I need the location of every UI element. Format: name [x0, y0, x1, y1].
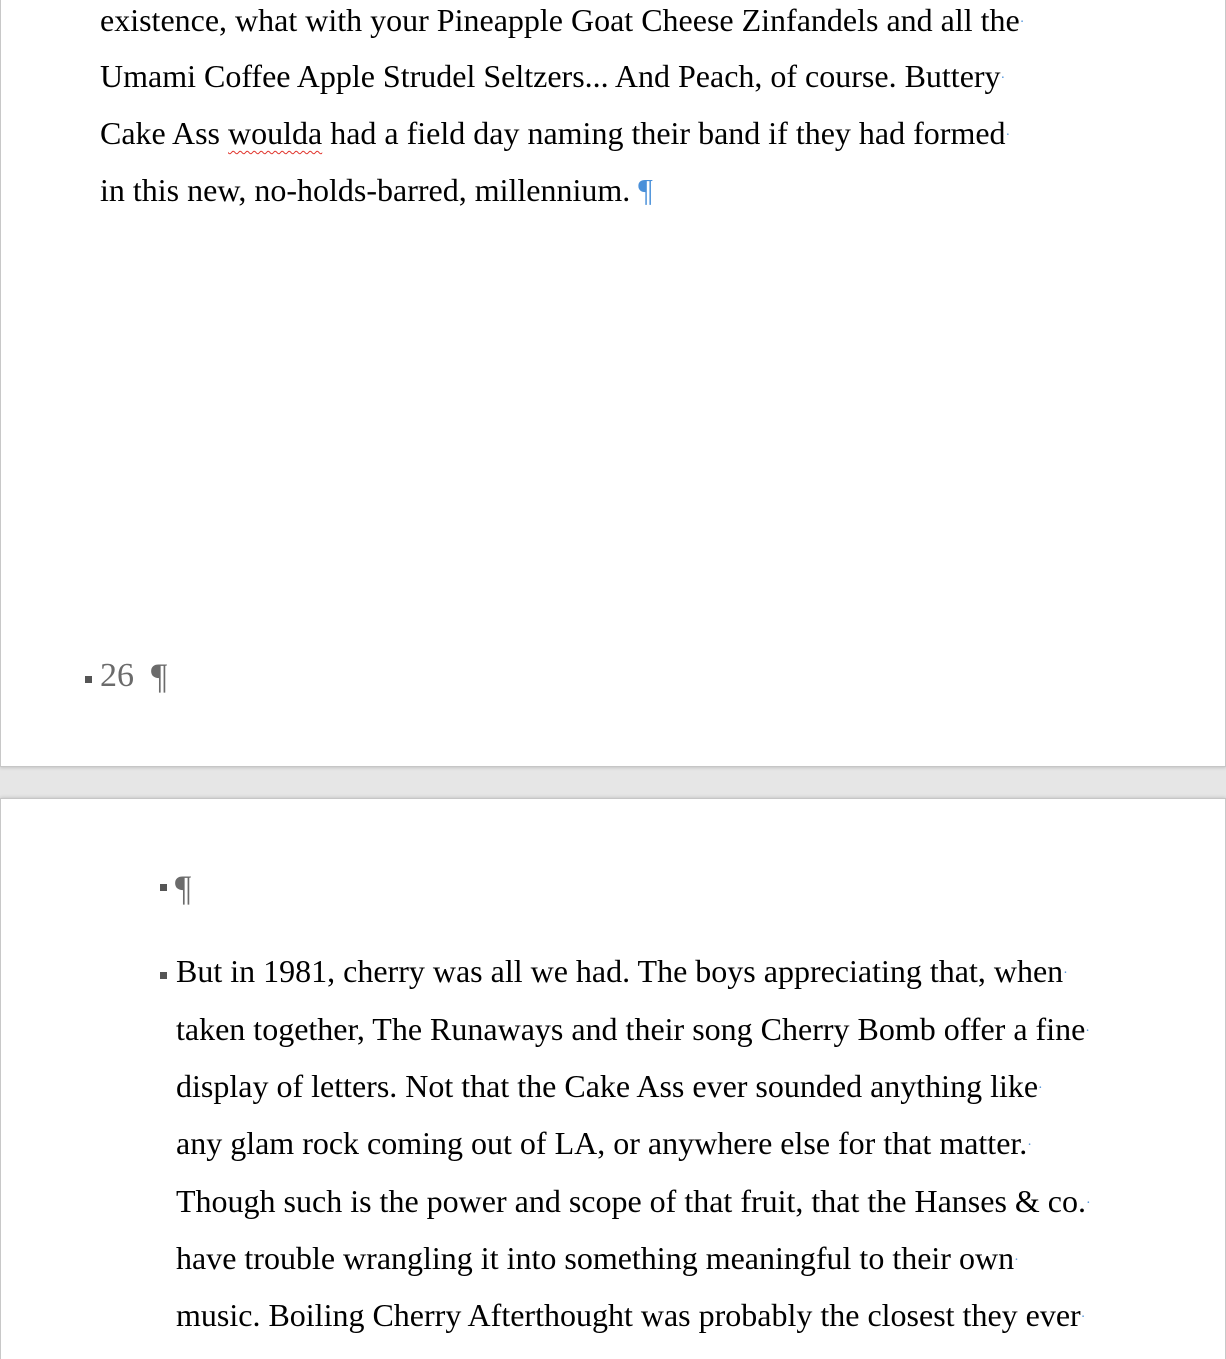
- text-line[interactable]: [176, 1066, 1043, 1109]
- line-text: Umami Coffee Apple Strudel Seltzers... And Peach, of course. Buttery: [100, 58, 1001, 94]
- line-text: had a field day naming their band if they had formed: [330, 115, 1006, 151]
- space-mark: ·: [1019, 15, 1025, 30]
- space-mark: ·: [1005, 128, 1011, 143]
- space-mark: ·: [1086, 1196, 1091, 1211]
- line-text: Though such is the power and scope of that fruit, that the Hanses & co.: [176, 1183, 1086, 1219]
- line-text: But in 1981, cherry was all we had. The boys appreciating that, when: [176, 953, 1064, 989]
- paragraph-mark: ¶: [638, 172, 653, 208]
- space-mark: ·: [1027, 1138, 1032, 1153]
- space-mark: ·: [1014, 1253, 1019, 1268]
- line-text: any glam rock coming out of LA, or anywhere else for that matter.: [176, 1125, 1028, 1161]
- line-text: in this new, no-holds-barred, millennium.: [100, 172, 631, 208]
- text-line[interactable]: [176, 1009, 1090, 1052]
- line-text: have trouble wrangling it into something meaningful to their own: [176, 1240, 1015, 1276]
- line-text: taken together, The Runaways and their song Cherry Bomb offer a fine: [176, 1011, 1086, 1047]
- text-line[interactable]: [176, 1295, 1085, 1338]
- text-line[interactable]: [176, 951, 1068, 994]
- space-mark: ·: [1063, 966, 1068, 981]
- line-text: Cake Ass: [100, 115, 220, 151]
- paragraph-bullet-marker: [160, 972, 167, 979]
- text-line[interactable]: [176, 1123, 1032, 1166]
- anchor-marker: [85, 676, 92, 683]
- space-mark: ·: [1085, 1024, 1090, 1039]
- text-line[interactable]: [100, 56, 1005, 99]
- text-line[interactable]: [100, 113, 1010, 156]
- space-mark: ·: [1038, 1081, 1043, 1096]
- line-text: display of letters. Not that the Cake Ass ever sounded anything like: [176, 1068, 1039, 1104]
- anchor-marker: [160, 884, 167, 891]
- empty-paragraph-mark: ¶: [175, 868, 192, 908]
- text-line[interactable]: [100, 0, 1024, 43]
- page-number: 26: [100, 657, 134, 694]
- line-text: existence, what with your Pineapple Goat Cheese Zinfandels and all the: [100, 2, 1020, 38]
- misspelled-word[interactable]: woulda: [228, 115, 323, 151]
- text-line[interactable]: [176, 1238, 1019, 1281]
- space-mark: ·: [1080, 1310, 1086, 1325]
- text-line[interactable]: [100, 170, 653, 210]
- text-line[interactable]: [176, 1181, 1091, 1224]
- line-text: music. Boiling Cherry Afterthought was probably the closest they ever: [176, 1297, 1081, 1333]
- space-mark: ·: [1000, 71, 1006, 86]
- footer-paragraph-mark: ¶: [151, 656, 168, 696]
